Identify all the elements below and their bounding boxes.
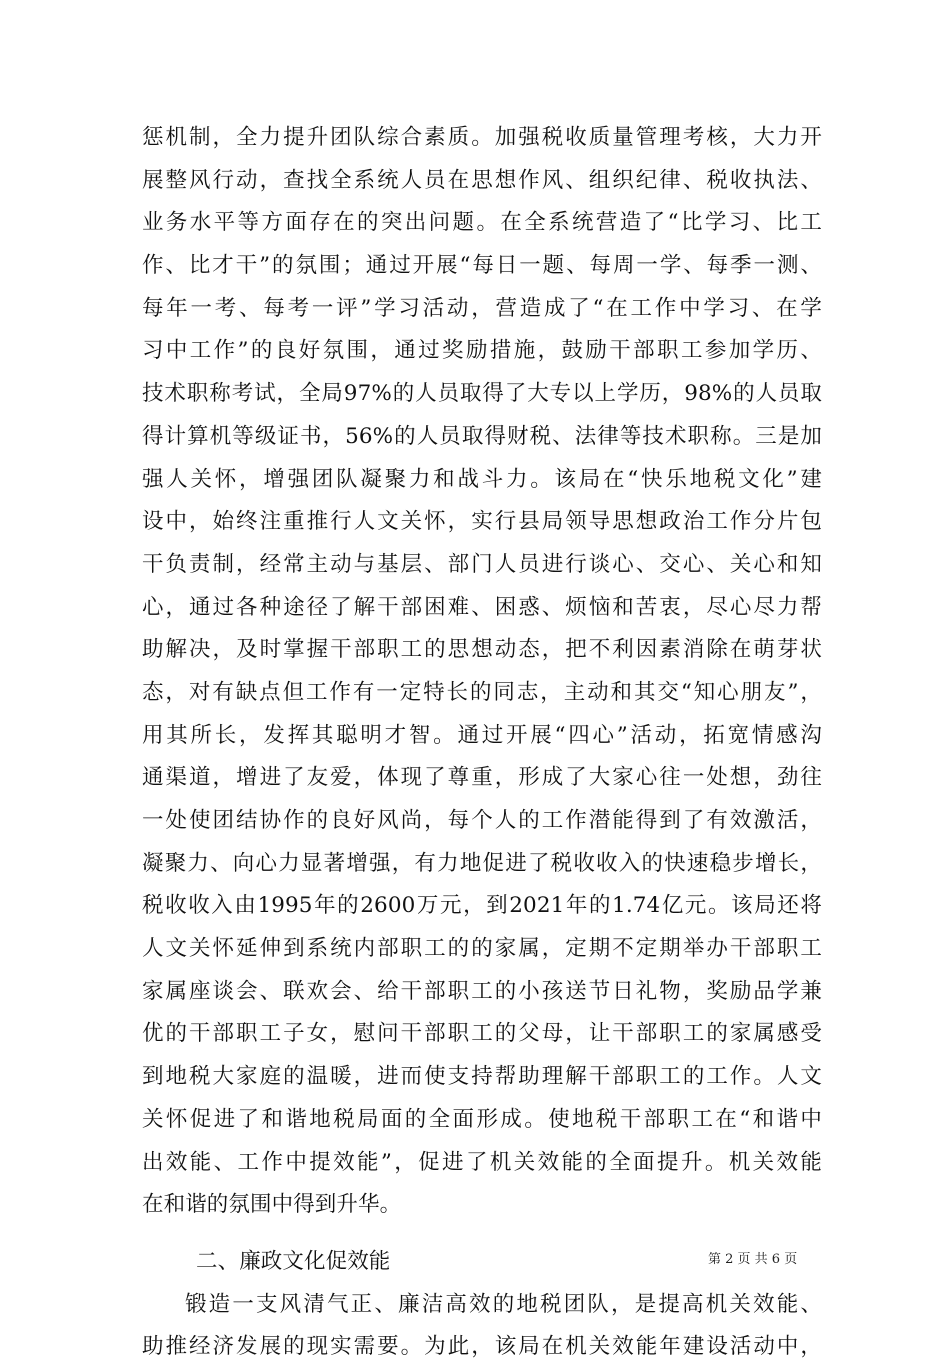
text-line: 助推经济发展的现实需要。为此，该局在机关效能年建设活动中， <box>142 1334 822 1360</box>
text-line: 作、比才干”的氛围；通过开展“每日一题、每周一学、每季一测、 <box>142 253 822 279</box>
text-line: 凝聚力、向心力显著增强，有力地促进了税收收入的快速稳步增长， <box>142 850 822 876</box>
text-line: 设中，始终注重推行人文关怀，实行县局领导思想政治工作分片包 <box>142 509 822 535</box>
text-line: 锻造一支风清气正、廉洁高效的地税团队，是提高机关效能、 <box>185 1291 822 1317</box>
text-line: 惩机制，全力提升团队综合素质。加强税收质量管理考核，大力开 <box>142 125 822 150</box>
text-line: 业务水平等方面存在的突出问题。在全系统营造了“比学习、比工 <box>142 210 822 236</box>
text-line: 得计算机等级证书，56%的人员取得财税、法律等技术职称。三是加 <box>142 423 822 449</box>
text-line: 强人关怀，增强团队凝聚力和战斗力。该局在“快乐地税文化”建 <box>142 466 822 492</box>
text-line: 一处使团结协作的良好风尚，每个人的工作潜能得到了有效激活， <box>142 808 822 833</box>
text-line: 税收收入由1995年的2600万元，到2021年的1.74亿元。该局还将 <box>142 893 822 919</box>
text-line: 优的干部职工子女，慰问干部职工的父母，让干部职工的家属感受 <box>142 1021 822 1047</box>
page-number-footer: 第 2 页 共 6 页 <box>708 1252 798 1267</box>
text-line: 用其所长，发挥其聪明才智。通过开展“四心”活动，拓宽情感沟 <box>142 722 822 748</box>
text-line: 习中工作”的良好氛围，通过奖励措施，鼓励干部职工参加学历、 <box>142 338 822 364</box>
text-line: 技术职称考试，全局97%的人员取得了大专以上学历，98%的人员取 <box>142 381 822 407</box>
text-line: 助解决，及时掌握干部职工的思想动态，把不利因素消除在萌芽状 <box>142 637 822 663</box>
text-line: 人文关怀延伸到系统内部职工的的家属，定期不定期举办干部职工 <box>142 936 822 962</box>
text-line: 到地税大家庭的温暖，进而使支持帮助理解干部职工的工作。人文 <box>142 1064 822 1090</box>
text-line: 态，对有缺点但工作有一定特长的同志，主动和其交“知心朋友”， <box>142 679 822 705</box>
text-line: 在和谐的氛围中得到升华。 <box>142 1192 402 1218</box>
text-line: 干负责制，经常主动与基层、部门人员进行谈心、交心、关心和知 <box>142 551 822 577</box>
text-line: 出效能、工作中提效能”，促进了机关效能的全面提升。机关效能 <box>142 1149 822 1175</box>
text-line: 关怀促进了和谐地税局面的全面形成。使地税干部职工在“和谐中 <box>142 1106 822 1132</box>
text-line: 通渠道，增进了友爱，体现了尊重，形成了大家心往一处想，劲往 <box>142 765 822 791</box>
text-line: 每年一考、每考一评”学习活动，营造成了“在工作中学习、在学 <box>142 295 822 321</box>
text-line: 展整风行动，查找全系统人员在思想作风、组织纪律、税收执法、 <box>142 167 822 193</box>
text-line: 心，通过各种途径了解干部困难、困惑、烦恼和苦衷，尽心尽力帮 <box>142 594 822 620</box>
text-line: 家属座谈会、联欢会、给干部职工的小孩送节日礼物，奖励品学兼 <box>142 978 822 1004</box>
document-body <box>142 117 822 1369</box>
section-heading: 二、廉政文化促效能 <box>196 1248 391 1274</box>
